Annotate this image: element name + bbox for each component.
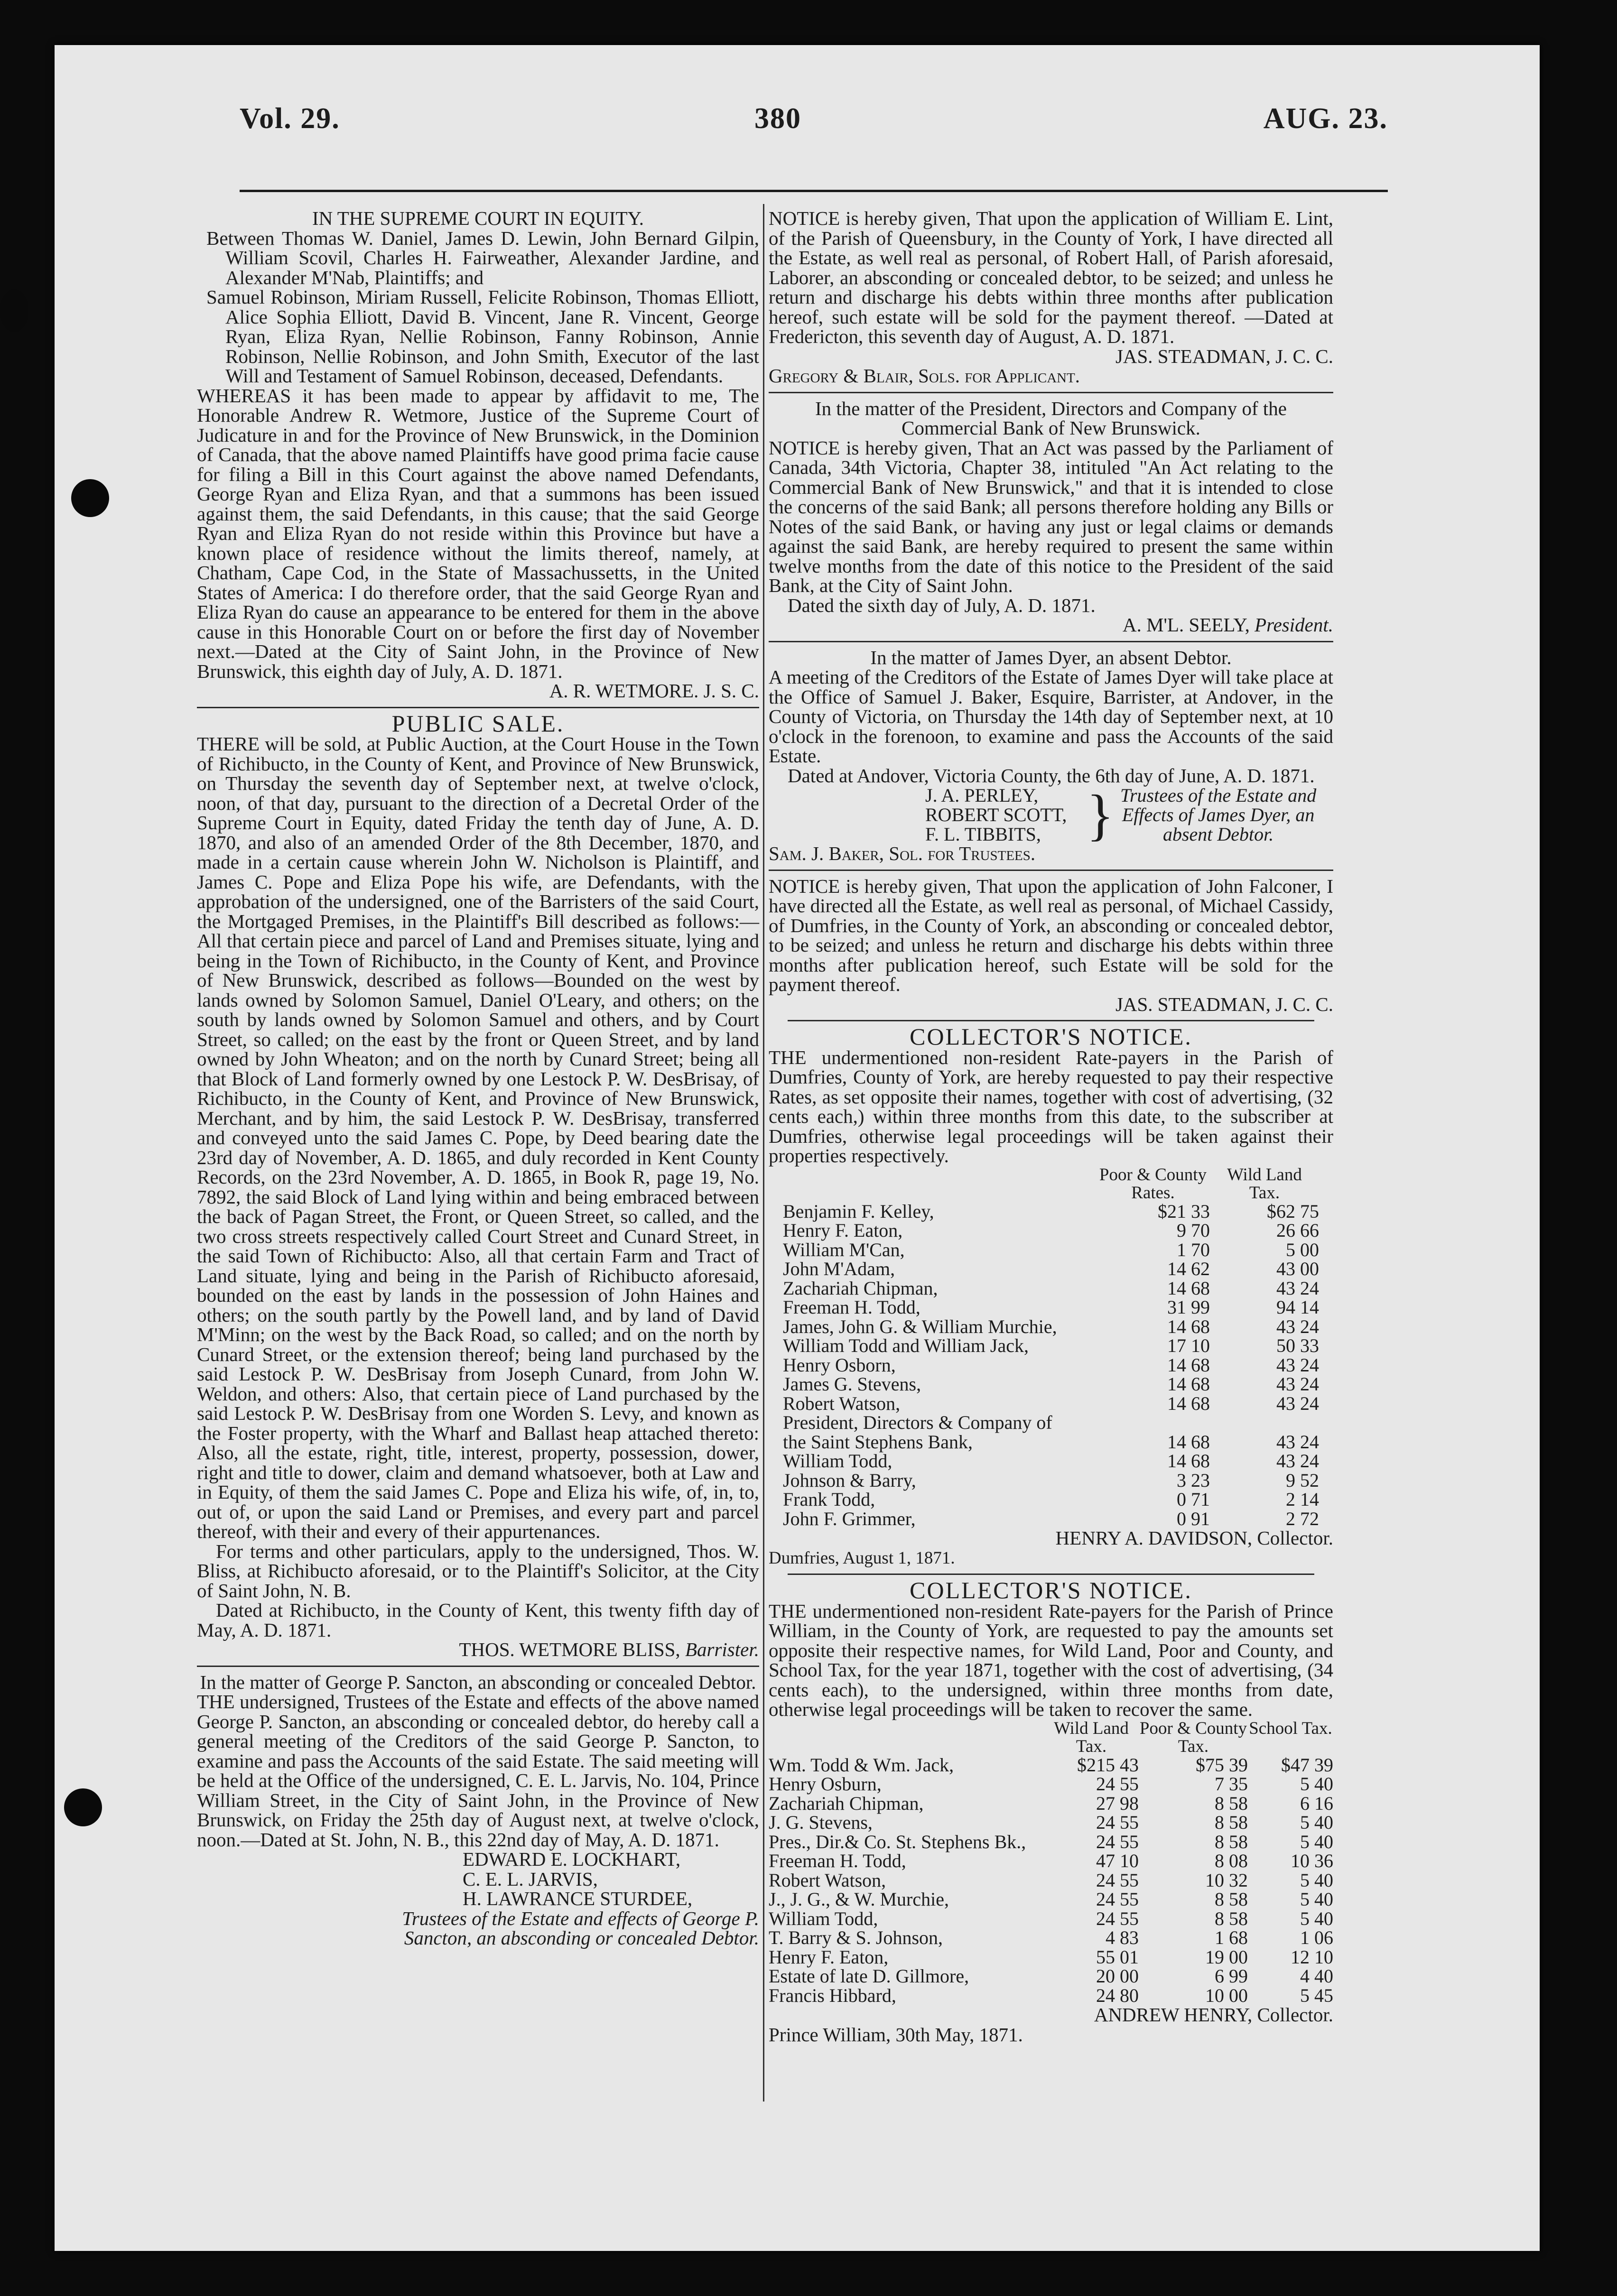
sancton-trustees-role: Trustees of the Estate and effects of George P. Sancton, an absconding or concealed Debtor. (402, 1907, 759, 1949)
school-tax: 5 40 (1300, 1889, 1333, 1910)
wild-land-tax: 9 52 (1286, 1469, 1319, 1491)
wild-land-tax: 24 55 (1096, 1812, 1139, 1833)
defendants-list: Samuel Robinson, Miriam Russell, Felicite Robinson, Thomas Elliott, Alice Sophia Elliott, David B. Vincent, Jane R. Vincent, George Ryan, Eliza Ryan, Nellie Robinson, Fanny Robinson, Annie Robinson, Nellie Robinson, and John Smith, Executor of the last Will and Testament of Samuel Robinson, deceased, Defendants. (206, 286, 759, 387)
school-tax: 5 45 (1300, 1984, 1333, 2006)
falconer-notice: NOTICE is hereby given, That upon the application of John Falconer, I have directed all the Estate, as well real as personal, of Michael Cassidy, of Dumfries, in the County of York, an absconding or concealed debtor, to be seized; and unless he return and discharge his debts within three months after publication hereof, such Estate will be sold for the payment thereof. (769, 875, 1333, 995)
ratepayer-name: Freeman H. Todd, (769, 1850, 906, 1871)
sancton-trustee: H. LAWRANCE STURDEE, (463, 1888, 693, 1909)
table-row (769, 1852, 1333, 1871)
seely-name: A. M'L. SEELY, (1122, 614, 1250, 636)
binding-hole-left-top (0, 289, 28, 332)
poor-county-rate: 14 68 (1167, 1315, 1210, 1337)
dyer-dated: Dated at Andover, Victoria County, the 6th day of June, A. D. 1871. (788, 764, 1315, 787)
ratepayer-name: William Todd, (769, 1907, 878, 1929)
column-header: Poor & County Rates. (1099, 1165, 1207, 1203)
sancton-body: THE undersigned, Trustees of the Estate and effects of the above named George P. Sancton, an absconding or concealed debtor, do hereby call a general meeting of the Creditors of the said George P. Sancton, to examine and pass the Accounts of the said Estate. The said meeting will be held at the Office of the undersigned, C. E. L. Jarvis, No. 104, Prince William Street, in the City of Saint John, in the Province of New Brunswick, on Friday the 25th day of August next, at twelve o'clock, noon.—Dated at St. John, N. B., this 22nd day of May, A. D. 1871. (197, 1691, 759, 1851)
poor-county-tax: 10 00 (1205, 1984, 1248, 2006)
poor-county-rate: 0 91 (1177, 1508, 1210, 1529)
ratepayer-name: Wm. Todd & Wm. Jack, (769, 1754, 954, 1776)
ratepayer-name: William M'Can, (783, 1239, 905, 1260)
wild-land-tax: 26 66 (1276, 1220, 1319, 1241)
school-tax: 12 10 (1291, 1946, 1333, 1968)
ratepayer-name: Pres., Dir.& Co. St. Stephens Bk., (769, 1831, 1026, 1852)
table-row (783, 1471, 1319, 1491)
wild-land-tax: 94 14 (1276, 1296, 1319, 1318)
poor-county-rate: 17 10 (1167, 1335, 1210, 1356)
wild-land-tax: $62 75 (1267, 1200, 1319, 1222)
wild-land-tax: 24 55 (1096, 1831, 1139, 1852)
poor-county-tax: 8 58 (1215, 1889, 1248, 1910)
ratepayer-name: Estate of late D. Gillmore, (769, 1965, 969, 1987)
ratepayer-name: J., J. G., & W. Murchie, (769, 1889, 949, 1910)
bliss-role: Barrister. (685, 1639, 759, 1660)
poor-county-rate (1096, 1413, 1210, 1433)
poor-county-tax: 8 58 (1215, 1831, 1248, 1852)
page-header (240, 102, 1388, 147)
table-row (783, 1279, 1319, 1298)
wild-land-tax: 24 55 (1096, 1889, 1139, 1910)
poor-county-tax: 19 00 (1205, 1946, 1248, 1968)
poor-county-tax: 8 58 (1215, 1792, 1248, 1814)
prince-william-rates-table (769, 1720, 1333, 2006)
wild-land-tax: 43 24 (1276, 1373, 1319, 1395)
table-row (783, 1298, 1319, 1317)
collector-notice-2-body: THE undermentioned non-resident Rate-payers for the Parish of Prince William, in the County of York, are requested to pay the amounts set opposite their respective names, for Wild Land, Poor and County, and School Tax, for the year 1871, together with the cost of advertising, (34 cents each), to the undersigned, within three months from date, otherwise legal proceedings will be taken to recover the same. (769, 1600, 1333, 1720)
wild-land-tax: 43 24 (1276, 1450, 1319, 1472)
wild-land-tax: 43 24 (1276, 1315, 1319, 1337)
school-tax: 1 06 (1300, 1927, 1333, 1948)
divider (769, 392, 1333, 393)
sancton-trustee: C. E. L. JARVIS, (463, 1868, 598, 1890)
court-order-text: WHEREAS it has been made to appear by affidavit to me, The Honorable Andrew R. Wetmore, Justice of the Supreme Court of Judicature in and for the Province of New Brunswick, in the Dominion of Canada, that the above named Plaintiffs have good prima facie cause for filing a Bill in this Court against the above named Defendants, George Ryan and Eliza Ryan, and that a summons has been issued against them, the said Defendants, in this cause; that the said George Ryan and Eliza Ryan do not reside within this Province but have a known place of residence without the limits thereof, namely, at Chatham, Cape Cod, in the State of Massachussetts, in the United States of America: I do therefore order, that the said George Ryan and Eliza Ryan do cause an appearance to be entered for them in the above cause in this Honorable Court on or before the first day of November next.—Dated at the City of Saint John, in the Province of New Brunswick, this eighth day of July, A. D. 1871. (197, 384, 759, 682)
table-row (783, 1413, 1319, 1433)
school-tax: 5 40 (1300, 1831, 1333, 1852)
public-sale-body: THERE will be sold, at Public Auction, at the Court House in the Town of Richibucto, in the County of Kent, and Province of New Brunswick, on Thursday the seventh day of September next, at twelve o'clock, noon, of that day, pursuant to the direction of a Decretal Order of the Supreme Court in Equity, dated Friday the tenth day of June, A. D. 1870, and also of an amended Order of the 8th December, 1870, and made in a certain cause wherein John W. Nicholson is Plaintiff, and James C. Pope and Eliza Pope his wife, are Defendants, with the approbation of the undersigned, one of the Barristers of the said Court, the Mortgaged Premises, in the Plaintiff's Bill described as follows:—All that certain piece and parcel of Land and Premises situate, lying and being in the Town of Richibucto, in the County of Kent, and Province of New Brunswick, described as follows—Bounded on the west by lands owned by Solomon Samuel, Daniel O'Leary, and others; on the south by lands owned by Solomon Samuel and others, and by Court Street, so called; on the east by the front or Queen Street, and by land owned by John Wheaton; and on the north by Cunard Street; being all that Block of Land formerly owned by one Lestock P. W. DesBrisay, of Richibucto, in the County of Kent, and Province of New Brunswick, Merchant, and by him, the said Lestock P. W. DesBrisay, transferred and conveyed unto the said James C. Pope, by Deed bearing date the 23rd day of November, A. D. 1865, and duly recorded in Kent County Records, on the 23rd November, A. D. 1865, in Book R, page 19, No. 7892, the said Block of Land lying within and being embraced between the back of Pagan Street, the Front, or Queen Street, so called, and the two cross streets respectively called Court Street and Cunard Street, in the said Town of Richibucto: Also, all that certain Farm and Tract of Land situate, lying and being in the Parish of Richibucto aforesaid, bounded on the east by lands in the possession of John Haines and others; on the south partly by the Powell land, and by land of David M'Minn; on the west by the Back Road, so called; and on the north by Cunard Street, or the extension thereof; being land purchased by the said Lestock P. W. DesBrisay from Joseph Cunard, from John W. Weldon, and others: Also, that certain piece of Land purchased by the said Lestock P. W. DesBrisay from one Worden S. Levy, and known as the Foster property, with the Wharf and Ballast heap attached thereto: Also, all the estate, right, title, interest, property, possession, dower, right and title to dower, claim and demand whatsoever, both at Law and in Equity, of them the said James C. Pope and Eliza his wife, of, in, to, out of, or upon the said Land or Premises, and every part and parcel thereof, with their and every of their appurtenances. (197, 733, 759, 1542)
table-row (769, 1967, 1333, 1986)
poor-county-rate: 14 68 (1167, 1392, 1210, 1414)
column-header: Wild Land Tax. (1054, 1718, 1129, 1756)
page-number: 380 (754, 102, 801, 135)
wild-land-tax: 43 24 (1276, 1392, 1319, 1414)
column-header: Poor & County Tax. (1139, 1718, 1247, 1756)
bliss-signature (197, 1640, 759, 1660)
lint-signature: JAS. STEADMAN, J. C. C. (1115, 345, 1333, 367)
school-tax: 5 40 (1300, 1869, 1333, 1891)
dyer-trustee: J. A. PERLEY, (925, 785, 1039, 806)
wild-land-tax: 24 55 (1096, 1773, 1139, 1795)
bank-heading: In the matter of the President, Directors and Company of the Commercial Bank of New Brunswick. (815, 397, 1287, 439)
table-row (783, 1221, 1319, 1241)
divider (769, 870, 1333, 871)
volume-number: Vol. 29. (240, 102, 340, 135)
divider (197, 1666, 759, 1667)
school-tax: 10 36 (1291, 1850, 1333, 1871)
ratepayer-name: J. G. Stevens, (769, 1812, 873, 1833)
poor-county-rate: 14 68 (1167, 1373, 1210, 1395)
table-row (783, 1490, 1319, 1509)
poor-county-rate: 14 68 (1167, 1354, 1210, 1376)
poor-county-tax: 6 99 (1215, 1965, 1248, 1987)
poor-county-rate: 14 68 (1167, 1450, 1210, 1472)
wild-land-tax: 2 72 (1286, 1508, 1319, 1529)
dyer-trustee: F. L. TIBBITS, (925, 824, 1041, 845)
ratepayer-name: Robert Watson, (783, 1392, 901, 1414)
ratepayer-name: Robert Watson, (769, 1869, 886, 1891)
school-tax: 6 16 (1300, 1792, 1333, 1814)
ratepayer-name: President, Directors & Company of (783, 1412, 1052, 1433)
poor-county-rate: 14 62 (1167, 1258, 1210, 1279)
poor-county-tax: 8 08 (1215, 1850, 1248, 1871)
school-tax: $47 39 (1281, 1754, 1333, 1776)
dumfries-rates-table (783, 1166, 1319, 1529)
poor-county-tax: $75 39 (1196, 1754, 1248, 1776)
poor-county-rate: 3 23 (1177, 1469, 1210, 1491)
bank-dated: Dated the sixth day of July, A. D. 1871. (788, 594, 1096, 616)
column-divider (763, 204, 764, 2102)
table-row (783, 1317, 1319, 1337)
table-row (769, 1948, 1333, 1967)
table-row (783, 1452, 1319, 1471)
ratepayer-name: Francis Hibbard, (769, 1984, 896, 2006)
wild-land-tax (1210, 1413, 1319, 1433)
ratepayer-name: John M'Adam, (783, 1258, 895, 1279)
collector-notice-2-title: COLLECTOR'S NOTICE. (910, 1577, 1192, 1603)
ratepayer-name: John F. Grimmer, (783, 1508, 916, 1529)
poor-county-rate: 14 68 (1167, 1277, 1210, 1299)
bank-signature (769, 615, 1333, 635)
collector-2-signature: ANDREW HENRY, Collector. (1094, 2004, 1333, 2026)
lint-notice: NOTICE is hereby given, That upon the application of William E. Lint, of the Parish of Queensbury, in the County of York, I have directed all the Estate, as well real as personal, of Robert Hall, of Parish aforesaid, Laborer, an absconding or concealed debtor, to be seized; and unless he return and discharge his debts within three months after publication hereof, such estate will be sold for the payment thereof. —Dated at Fredericton, this seventh day of August, A. D. 1871. (769, 207, 1333, 347)
school-tax: 5 40 (1300, 1812, 1333, 1833)
public-sale-dated: Dated at Richibucto, in the County of Kent, this twenty fifth day of May, A. D. 1871. (197, 1599, 759, 1641)
poor-county-tax: 8 58 (1215, 1907, 1248, 1929)
wild-land-tax: 43 24 (1276, 1354, 1319, 1376)
ratepayer-name: Freeman H. Todd, (783, 1296, 920, 1318)
table-header-row (783, 1166, 1319, 1202)
wild-land-tax: 4 83 (1106, 1927, 1139, 1948)
table-row (769, 1890, 1333, 1909)
table-row (769, 1833, 1333, 1852)
school-tax: 5 40 (1300, 1907, 1333, 1929)
ratepayer-name: Zachariah Chipman, (769, 1792, 924, 1814)
dyer-solicitor: Sam. J. Baker, Sol. for Trustees. (769, 842, 1036, 864)
table-row (769, 1794, 1333, 1814)
wild-land-tax: 43 24 (1276, 1431, 1319, 1453)
poor-county-rate: 9 70 (1177, 1220, 1210, 1241)
collector-1-dated: Dumfries, August 1, 1871. (769, 1548, 955, 1568)
table-row (769, 1871, 1333, 1890)
ratepayer-name: Henry F. Eaton, (783, 1220, 903, 1241)
wild-land-tax: 2 14 (1286, 1489, 1319, 1510)
dyer-notice: A meeting of the Creditors of the Estate of James Dyer will take place at the Office of Samuel J. Baker, Esquire, Barrister, at Andover, in the County of Victoria, on Thursday the 14th day of September next, at 10 o'clock in the forenoon, to examine and pass the Accounts of the said Estate. (769, 666, 1333, 767)
ratepayer-name: Henry Osborn, (783, 1354, 896, 1376)
wild-land-tax: $215 43 (1077, 1754, 1139, 1776)
ratepayer-name: Henry F. Eaton, (769, 1946, 889, 1968)
public-sale-title: PUBLIC SALE. (391, 710, 565, 737)
issue-date: AUG. 23. (1263, 102, 1388, 135)
table-row (769, 1986, 1333, 2006)
column-header: Wild Land Tax. (1227, 1165, 1302, 1203)
wetmore-signature: A. R. WETMORE. J. S. C. (549, 680, 759, 702)
ratepayer-name: William Todd and William Jack, (783, 1335, 1029, 1356)
binding-hole-left-middle (71, 479, 109, 517)
poor-county-rate: 1 70 (1177, 1239, 1210, 1260)
column-header: School Tax. (1249, 1718, 1332, 1738)
table-row (769, 1909, 1333, 1929)
wild-land-tax: 5 00 (1286, 1239, 1319, 1260)
poor-county-tax: 10 32 (1205, 1869, 1248, 1891)
ratepayer-name: the Saint Stephens Bank, (783, 1431, 973, 1453)
dyer-trustees (925, 783, 1333, 846)
wild-land-tax: 50 33 (1276, 1335, 1319, 1356)
table-row (783, 1202, 1319, 1222)
left-column (197, 209, 759, 1948)
wild-land-tax: 20 00 (1096, 1965, 1139, 1987)
table-row (783, 1336, 1319, 1356)
poor-county-rate: $21 33 (1158, 1200, 1210, 1222)
poor-county-rate: 31 99 (1167, 1296, 1210, 1318)
dyer-trustee: ROBERT SCOTT, (925, 804, 1067, 825)
ratepayer-name: James G. Stevens, (783, 1373, 921, 1395)
ratepayer-name: Frank Todd, (783, 1489, 875, 1510)
poor-county-rate: 0 71 (1177, 1489, 1210, 1510)
table-row (769, 1928, 1333, 1948)
divider (769, 641, 1333, 642)
lint-solicitors: Gregory & Blair, Sols. for Applicant. (769, 365, 1080, 387)
table-row (783, 1241, 1319, 1260)
wild-land-tax: 24 80 (1096, 1984, 1139, 2006)
table-row (769, 1813, 1333, 1833)
ratepayer-name: Johnson & Barry, (783, 1469, 916, 1491)
seely-role: President. (1255, 614, 1333, 636)
binding-hole-left-bottom (64, 1788, 102, 1826)
table-header-row (769, 1720, 1333, 1756)
right-column (769, 209, 1333, 2045)
divider (788, 1574, 1314, 1575)
public-sale-terms: For terms and other particulars, apply to the undersigned, Thos. W. Bliss, at Richibucto aforesaid, or to the Plaintiff's Solicitor, at the City of Saint John, N. B. (197, 1540, 759, 1602)
collector-notice-1-title: COLLECTOR'S NOTICE. (910, 1023, 1192, 1050)
plaintiffs-list: Between Thomas W. Daniel, James D. Lewin, John Bernard Gilpin, William Scovil, Charles H. Fairweather, Alexander Jardine, and Alexander M'Nab, Plaintiffs; and (206, 227, 759, 288)
table-row (783, 1394, 1319, 1414)
header-rule (240, 190, 1388, 192)
sancton-heading: In the matter of George P. Sancton, an absconding or concealed Debtor. (200, 1671, 756, 1693)
divider (197, 707, 759, 708)
brace-glyph: } (1087, 783, 1114, 846)
ratepayer-name: Zachariah Chipman, (783, 1277, 938, 1299)
collector-2-dated: Prince William, 30th May, 1871. (769, 2023, 1023, 2046)
school-tax: 4 40 (1300, 1965, 1333, 1987)
ratepayer-name: James, John G. & William Murchie, (783, 1315, 1057, 1337)
poor-county-rate: 14 68 (1167, 1431, 1210, 1453)
bank-notice: NOTICE is hereby given, That an Act was passed by the Parliament of Canada, 34th Victoria, Chapter 38, intituled "An Act relating to the Commercial Bank of New Brunswick," and that it is intended to close the concerns of the said Bank; all persons therefore holding any Bills or Notes of the said Bank, or having any just or legal claims or demands against the said Bank, are hereby required to present the same within twelve months from the date of this notice to the President of the said Bank, at the City of Saint John. (769, 436, 1333, 596)
dyer-heading: In the matter of James Dyer, an absent Debtor. (870, 646, 1232, 668)
bliss-name: THOS. WETMORE BLISS, (459, 1639, 680, 1660)
table-row (783, 1259, 1319, 1279)
falconer-signature: JAS. STEADMAN, J. C. C. (1115, 993, 1333, 1015)
poor-county-tax: 1 68 (1215, 1927, 1248, 1948)
poor-county-tax: 8 58 (1215, 1812, 1248, 1833)
divider (788, 1020, 1314, 1021)
wild-land-tax: 43 24 (1276, 1277, 1319, 1299)
dyer-trustees-role: Trustees of the Estate and Effects of James Dyer, an absent Debtor. (1120, 785, 1317, 845)
ratepayer-name: William Todd, (783, 1450, 892, 1472)
collector-notice-1-body: THE undermentioned non-resident Rate-payers in the Parish of Dumfries, County of York, are hereby requested to pay their respective Rates, as set opposite their names, together with cost of advertising, (32 cents each,) within three months from this date, to the subscriber at Dumfries, otherwise legal proceedings will be taken against their properties respectively. (769, 1046, 1333, 1167)
ratepayer-name: Benjamin F. Kelley, (783, 1200, 934, 1222)
table-row (783, 1433, 1319, 1452)
sancton-trustee: EDWARD E. LOCKHART, (463, 1848, 681, 1870)
collector-1-signature: HENRY A. DAVIDSON, Collector. (1055, 1527, 1333, 1549)
wild-land-tax: 47 10 (1096, 1850, 1139, 1871)
wild-land-tax: 27 98 (1096, 1792, 1139, 1814)
table-row (783, 1375, 1319, 1394)
court-heading: IN THE SUPREME COURT IN EQUITY. (312, 207, 644, 229)
wild-land-tax: 24 55 (1096, 1869, 1139, 1891)
table-row (783, 1509, 1319, 1529)
table-row (769, 1775, 1333, 1794)
school-tax: 5 40 (1300, 1773, 1333, 1795)
wild-land-tax: 55 01 (1096, 1946, 1139, 1968)
table-row (783, 1356, 1319, 1375)
ratepayer-name: Henry Osburn, (769, 1773, 882, 1795)
wild-land-tax: 43 00 (1276, 1258, 1319, 1279)
ratepayer-name: T. Barry & S. Johnson, (769, 1927, 943, 1948)
wild-land-tax: 24 55 (1096, 1907, 1139, 1929)
poor-county-tax: 7 35 (1215, 1773, 1248, 1795)
table-row (769, 1756, 1333, 1775)
